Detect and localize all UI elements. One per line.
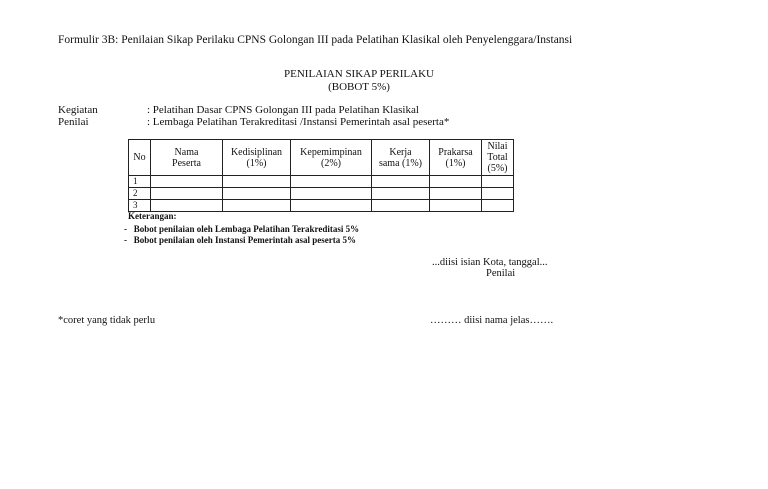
table-row — [129, 188, 514, 200]
table-row — [129, 200, 514, 212]
penilai-value: : Lembaga Pelatihan Terakreditasi /Instansi Pemerintah asal peserta* — [147, 116, 450, 128]
table-cell[interactable] — [482, 176, 514, 188]
note-item — [124, 235, 356, 245]
table-cell[interactable] — [223, 200, 291, 212]
table-cell[interactable] — [482, 188, 514, 200]
table-cell[interactable] — [291, 188, 372, 200]
table-cell[interactable] — [372, 200, 430, 212]
col-kedisiplinan: Kedisiplinan (1%) — [223, 140, 291, 176]
table-cell[interactable] — [223, 176, 291, 188]
table-cell[interactable] — [372, 176, 430, 188]
kegiatan-value: : Pelatihan Dasar CPNS Golongan III pada Pelatihan Klasikal — [147, 104, 419, 116]
document-title — [0, 68, 718, 94]
col-kepemimpinan: Kepemimpinan (2%) — [291, 140, 372, 176]
table-cell[interactable] — [372, 188, 430, 200]
col-no: No — [129, 140, 151, 176]
assessment-table — [128, 139, 514, 212]
table-cell[interactable] — [291, 176, 372, 188]
note-item — [124, 224, 359, 234]
col-nilai-total: Nilai Total (5%) — [482, 140, 514, 176]
table-header-row — [129, 140, 514, 176]
form-header: Formulir 3B: Penilaian Sikap Perilaku CPNS Golongan III pada Pelatihan Klasikal oleh Penyelenggara/Instansi — [58, 34, 573, 46]
row-number: 1 — [129, 176, 151, 188]
col-prakarsa: Prakarsa (1%) — [430, 140, 482, 176]
signatory-name: ……… diisi nama jelas……. — [430, 315, 554, 326]
table-cell[interactable] — [151, 200, 223, 212]
signatory-role: Penilai — [486, 268, 516, 279]
title-line-2: (BOBOT 5%) — [328, 81, 390, 93]
col-nama-peserta: Nama Peserta — [151, 140, 223, 176]
bullet-dash: - — [124, 224, 127, 234]
table-cell[interactable] — [151, 188, 223, 200]
table-cell[interactable] — [430, 176, 482, 188]
kegiatan-label: Kegiatan — [58, 104, 98, 116]
table-cell[interactable] — [430, 188, 482, 200]
note-text: Bobot penilaian oleh Lembaga Pelatihan Terakreditasi 5% — [133, 224, 360, 234]
row-number: 3 — [129, 200, 151, 212]
place-date: ...diisi isian Kota, tanggal... — [432, 257, 548, 268]
row-number: 2 — [129, 188, 151, 200]
table-cell[interactable] — [151, 176, 223, 188]
table-row — [129, 176, 514, 188]
note-text: Bobot penilaian oleh Instansi Pemerintah asal peserta 5% — [133, 235, 357, 245]
title-line-1: PENILAIAN SIKAP PERILAKU — [284, 68, 434, 80]
bullet-dash: - — [124, 235, 127, 245]
table-cell[interactable] — [482, 200, 514, 212]
table-cell[interactable] — [430, 200, 482, 212]
penilai-label: Penilai — [58, 116, 89, 128]
footnote: *coret yang tidak perlu — [58, 315, 156, 326]
table-cell[interactable] — [223, 188, 291, 200]
table-cell[interactable] — [291, 200, 372, 212]
col-kerja-sama: Kerja sama (1%) — [372, 140, 430, 176]
keterangan-label: Keterangan: — [128, 211, 177, 221]
